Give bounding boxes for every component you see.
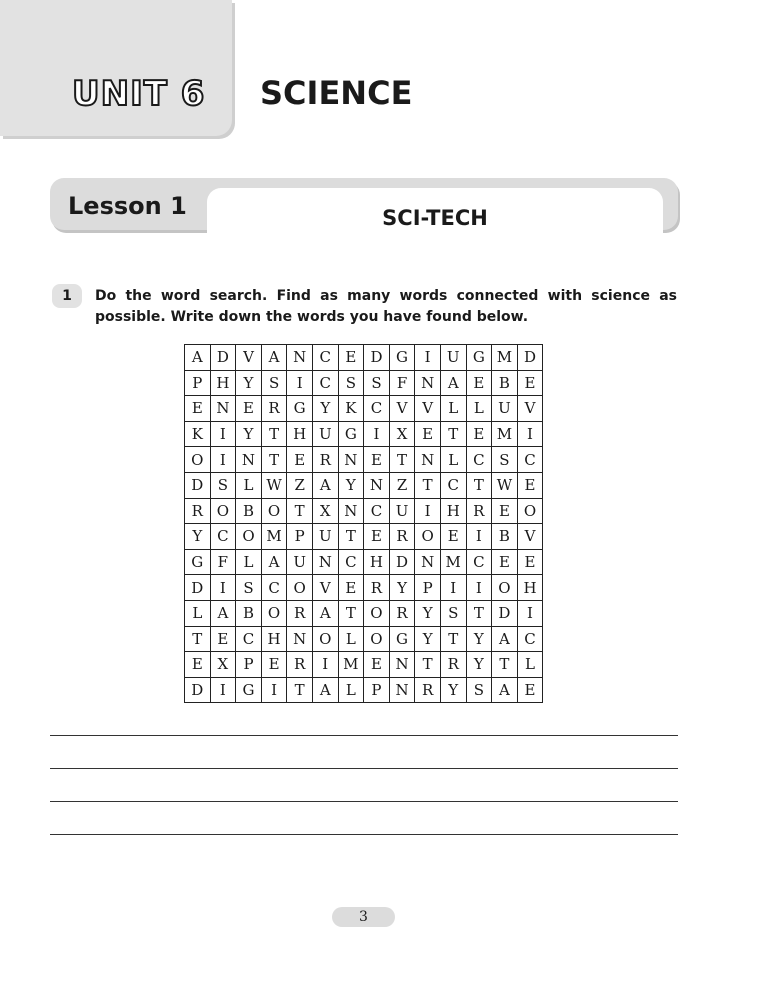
grid-cell[interactable]: Y — [185, 524, 211, 550]
grid-cell[interactable]: S — [338, 370, 364, 396]
grid-cell[interactable]: O — [210, 498, 236, 524]
grid-cell[interactable]: T — [261, 421, 287, 447]
grid-cell[interactable]: I — [261, 677, 287, 703]
grid-cell[interactable]: R — [389, 524, 415, 550]
grid-cell[interactable]: L — [440, 447, 466, 473]
grid-cell[interactable]: B — [492, 524, 518, 550]
grid-cell[interactable]: V — [517, 396, 543, 422]
grid-cell[interactable]: L — [236, 472, 262, 498]
grid-cell[interactable]: N — [287, 626, 313, 652]
grid-cell[interactable]: Z — [389, 472, 415, 498]
grid-cell[interactable]: R — [185, 498, 211, 524]
grid-cell[interactable]: V — [415, 396, 441, 422]
grid-cell[interactable]: E — [261, 652, 287, 678]
grid-cell[interactable]: A — [261, 345, 287, 371]
grid-row — [185, 600, 543, 626]
unit-tab — [0, 0, 232, 136]
grid-cell[interactable]: T — [466, 472, 492, 498]
grid-cell[interactable]: A — [210, 600, 236, 626]
grid-cell[interactable]: T — [287, 677, 313, 703]
grid-cell[interactable]: G — [185, 549, 211, 575]
grid-cell[interactable]: Y — [236, 370, 262, 396]
grid-cell[interactable]: E — [236, 396, 262, 422]
grid-cell[interactable]: T — [338, 600, 364, 626]
grid-cell[interactable]: L — [236, 549, 262, 575]
grid-cell[interactable]: E — [185, 652, 211, 678]
grid-cell[interactable]: B — [492, 370, 518, 396]
grid-cell[interactable]: U — [492, 396, 518, 422]
grid-cell[interactable]: T — [389, 447, 415, 473]
grid-cell[interactable]: P — [185, 370, 211, 396]
grid-cell[interactable]: I — [517, 600, 543, 626]
grid-cell[interactable]: Y — [236, 421, 262, 447]
grid-cell[interactable]: R — [364, 575, 390, 601]
grid-cell[interactable]: G — [236, 677, 262, 703]
grid-cell[interactable]: P — [415, 575, 441, 601]
grid-cell[interactable]: E — [517, 370, 543, 396]
grid-cell[interactable]: M — [338, 652, 364, 678]
grid-cell[interactable]: O — [185, 447, 211, 473]
grid-cell[interactable]: G — [389, 626, 415, 652]
grid-cell[interactable]: D — [210, 345, 236, 371]
grid-cell[interactable]: R — [287, 652, 313, 678]
grid-cell[interactable]: R — [287, 600, 313, 626]
grid-row — [185, 472, 543, 498]
grid-cell[interactable]: I — [466, 575, 492, 601]
grid-cell[interactable]: N — [287, 345, 313, 371]
grid-cell[interactable]: I — [312, 652, 338, 678]
unit-label: UNIT 6 — [72, 74, 206, 114]
grid-cell[interactable]: R — [415, 677, 441, 703]
grid-cell[interactable]: E — [185, 396, 211, 422]
grid-cell[interactable]: M — [440, 549, 466, 575]
grid-cell[interactable]: T — [415, 472, 441, 498]
grid-cell[interactable]: C — [210, 524, 236, 550]
grid-cell[interactable]: O — [364, 600, 390, 626]
grid-cell[interactable]: I — [415, 345, 441, 371]
grid-cell[interactable]: N — [338, 447, 364, 473]
answer-line[interactable] — [50, 801, 678, 802]
grid-cell[interactable]: C — [312, 345, 338, 371]
grid-cell[interactable]: C — [466, 549, 492, 575]
grid-cell[interactable]: I — [364, 421, 390, 447]
grid-row — [185, 652, 543, 678]
grid-cell[interactable]: L — [185, 600, 211, 626]
grid-cell[interactable]: Y — [312, 396, 338, 422]
grid-cell[interactable]: E — [517, 472, 543, 498]
answer-line[interactable] — [50, 735, 678, 736]
grid-cell[interactable]: R — [466, 498, 492, 524]
grid-cell[interactable]: U — [287, 549, 313, 575]
grid-cell[interactable]: D — [389, 549, 415, 575]
grid-cell[interactable]: E — [338, 345, 364, 371]
grid-cell[interactable]: U — [440, 345, 466, 371]
grid-cell[interactable]: A — [185, 345, 211, 371]
grid-cell[interactable]: I — [210, 421, 236, 447]
grid-cell[interactable]: L — [338, 626, 364, 652]
grid-row — [185, 396, 543, 422]
grid-row — [185, 677, 543, 703]
grid-cell[interactable]: C — [261, 575, 287, 601]
grid-cell[interactable]: T — [261, 447, 287, 473]
page-number: 3 — [332, 907, 395, 927]
grid-cell[interactable]: T — [440, 626, 466, 652]
grid-cell[interactable]: R — [440, 652, 466, 678]
lesson-label: Lesson 1 — [68, 192, 187, 220]
grid-cell[interactable]: M — [492, 421, 518, 447]
grid-row — [185, 524, 543, 550]
grid-cell[interactable]: R — [261, 396, 287, 422]
grid-cell[interactable]: N — [364, 472, 390, 498]
grid-cell[interactable]: G — [389, 345, 415, 371]
grid-cell[interactable]: A — [440, 370, 466, 396]
grid-cell[interactable]: E — [466, 370, 492, 396]
grid-cell[interactable]: K — [338, 396, 364, 422]
grid-cell[interactable]: W — [261, 472, 287, 498]
grid-cell[interactable]: M — [261, 524, 287, 550]
grid-cell[interactable]: Y — [466, 652, 492, 678]
grid-cell[interactable]: S — [210, 472, 236, 498]
grid-cell[interactable]: C — [466, 447, 492, 473]
grid-cell[interactable]: A — [492, 626, 518, 652]
grid-cell[interactable]: X — [210, 652, 236, 678]
grid-row — [185, 626, 543, 652]
grid-cell[interactable]: M — [492, 345, 518, 371]
grid-cell[interactable]: D — [185, 677, 211, 703]
word-search-grid — [184, 344, 543, 703]
grid-cell[interactable]: E — [492, 549, 518, 575]
grid-cell[interactable]: D — [185, 575, 211, 601]
grid-cell[interactable]: H — [261, 626, 287, 652]
grid-cell[interactable]: D — [364, 345, 390, 371]
grid-cell[interactable]: R — [389, 600, 415, 626]
grid-cell[interactable]: L — [517, 652, 543, 678]
grid-cell[interactable]: S — [466, 677, 492, 703]
grid-cell[interactable]: F — [389, 370, 415, 396]
grid-cell[interactable]: Y — [338, 472, 364, 498]
lesson-title: SCI-TECH — [382, 206, 488, 230]
grid-cell[interactable]: T — [415, 652, 441, 678]
grid-cell[interactable]: I — [210, 575, 236, 601]
answer-line[interactable] — [50, 768, 678, 769]
answer-line[interactable] — [50, 834, 678, 835]
grid-cell[interactable]: C — [338, 549, 364, 575]
grid-cell[interactable]: T — [287, 498, 313, 524]
grid-row — [185, 575, 543, 601]
grid-cell[interactable]: E — [466, 421, 492, 447]
grid-cell[interactable]: I — [210, 447, 236, 473]
grid-cell[interactable]: Y — [466, 626, 492, 652]
grid-cell[interactable]: Y — [415, 600, 441, 626]
unit-title: SCIENCE — [260, 74, 413, 112]
grid-cell[interactable]: O — [364, 626, 390, 652]
grid-cell[interactable]: I — [415, 498, 441, 524]
grid-cell[interactable]: T — [466, 600, 492, 626]
grid-cell[interactable]: O — [261, 600, 287, 626]
grid-cell[interactable]: N — [389, 652, 415, 678]
grid-cell[interactable]: N — [415, 549, 441, 575]
exercise-number: 1 — [52, 284, 82, 308]
grid-cell[interactable]: D — [492, 600, 518, 626]
grid-row — [185, 345, 543, 371]
grid-cell[interactable]: N — [389, 677, 415, 703]
grid-cell[interactable]: T — [492, 652, 518, 678]
grid-cell[interactable]: H — [210, 370, 236, 396]
grid-cell[interactable]: C — [517, 447, 543, 473]
grid-cell[interactable]: U — [312, 421, 338, 447]
grid-cell[interactable]: B — [236, 600, 262, 626]
grid-cell[interactable]: L — [440, 396, 466, 422]
grid-cell[interactable]: B — [236, 498, 262, 524]
grid-cell[interactable]: D — [517, 345, 543, 371]
grid-cell[interactable]: A — [312, 600, 338, 626]
grid-cell[interactable]: X — [312, 498, 338, 524]
grid-cell[interactable]: C — [364, 396, 390, 422]
grid-cell[interactable]: I — [210, 677, 236, 703]
grid-cell[interactable]: A — [492, 677, 518, 703]
grid-cell[interactable]: G — [338, 421, 364, 447]
grid-cell[interactable]: R — [312, 447, 338, 473]
grid-cell[interactable]: Z — [287, 472, 313, 498]
grid-cell[interactable]: E — [210, 626, 236, 652]
grid-cell[interactable]: K — [185, 421, 211, 447]
grid-cell[interactable]: V — [389, 396, 415, 422]
grid-cell[interactable]: I — [440, 575, 466, 601]
grid-cell[interactable]: V — [517, 524, 543, 550]
grid-cell[interactable]: V — [312, 575, 338, 601]
grid-row — [185, 447, 543, 473]
grid-cell[interactable]: Y — [440, 677, 466, 703]
grid-cell[interactable]: N — [415, 370, 441, 396]
grid-cell[interactable]: E — [440, 524, 466, 550]
grid-cell[interactable]: C — [364, 498, 390, 524]
exercise-instruction: Do the word search. Find as many words connected with science as possible. Write down the words you have found below. — [95, 288, 677, 325]
grid-cell[interactable]: Y — [415, 626, 441, 652]
grid-cell[interactable]: N — [210, 396, 236, 422]
grid-cell[interactable]: N — [338, 498, 364, 524]
grid-cell[interactable]: C — [312, 370, 338, 396]
grid-cell[interactable]: S — [236, 575, 262, 601]
grid-cell[interactable]: D — [185, 472, 211, 498]
grid-cell[interactable]: W — [492, 472, 518, 498]
grid-cell[interactable]: C — [517, 626, 543, 652]
grid-cell[interactable]: P — [364, 677, 390, 703]
grid-cell[interactable]: X — [389, 421, 415, 447]
grid-cell[interactable]: E — [415, 421, 441, 447]
grid-row — [185, 549, 543, 575]
grid-cell[interactable]: I — [287, 370, 313, 396]
grid-cell[interactable]: E — [338, 575, 364, 601]
grid-cell[interactable]: C — [440, 472, 466, 498]
grid-cell[interactable]: S — [492, 447, 518, 473]
grid-cell[interactable]: N — [312, 549, 338, 575]
grid-cell[interactable]: F — [210, 549, 236, 575]
grid-cell[interactable]: O — [236, 524, 262, 550]
grid-cell[interactable]: T — [440, 421, 466, 447]
grid-cell[interactable]: L — [466, 396, 492, 422]
grid-cell[interactable]: G — [466, 345, 492, 371]
grid-cell[interactable]: H — [364, 549, 390, 575]
grid-cell[interactable]: G — [287, 396, 313, 422]
grid-cell[interactable]: A — [312, 677, 338, 703]
grid-cell[interactable]: H — [517, 575, 543, 601]
grid-row — [185, 370, 543, 396]
grid-cell[interactable]: O — [517, 498, 543, 524]
grid-cell[interactable]: E — [517, 677, 543, 703]
grid-cell[interactable]: A — [261, 549, 287, 575]
grid-cell[interactable]: I — [466, 524, 492, 550]
grid-cell[interactable]: N — [236, 447, 262, 473]
grid-cell[interactable]: E — [287, 447, 313, 473]
grid-cell[interactable]: S — [364, 370, 390, 396]
grid-cell[interactable]: E — [364, 447, 390, 473]
grid-cell[interactable]: V — [236, 345, 262, 371]
grid-cell[interactable]: T — [338, 524, 364, 550]
grid-cell[interactable]: E — [364, 524, 390, 550]
grid-cell[interactable]: O — [312, 626, 338, 652]
grid-cell[interactable]: Y — [389, 575, 415, 601]
grid-cell[interactable]: S — [261, 370, 287, 396]
grid-cell[interactable]: U — [389, 498, 415, 524]
grid-cell[interactable]: O — [492, 575, 518, 601]
grid-cell[interactable]: E — [517, 549, 543, 575]
grid-cell[interactable]: H — [440, 498, 466, 524]
grid-cell[interactable]: S — [440, 600, 466, 626]
grid-cell[interactable]: L — [338, 677, 364, 703]
grid-cell[interactable]: N — [415, 447, 441, 473]
grid-cell[interactable]: O — [261, 498, 287, 524]
grid-cell[interactable]: A — [312, 472, 338, 498]
grid-cell[interactable]: P — [236, 652, 262, 678]
grid-cell[interactable]: I — [517, 421, 543, 447]
grid-row — [185, 498, 543, 524]
grid-cell[interactable]: U — [312, 524, 338, 550]
grid-cell[interactable]: O — [415, 524, 441, 550]
grid-cell[interactable]: O — [287, 575, 313, 601]
grid-cell[interactable]: E — [364, 652, 390, 678]
grid-row — [185, 421, 543, 447]
grid-cell[interactable]: T — [185, 626, 211, 652]
grid-cell[interactable]: H — [287, 421, 313, 447]
grid-cell[interactable]: C — [236, 626, 262, 652]
grid-cell[interactable]: E — [492, 498, 518, 524]
grid-cell[interactable]: P — [287, 524, 313, 550]
